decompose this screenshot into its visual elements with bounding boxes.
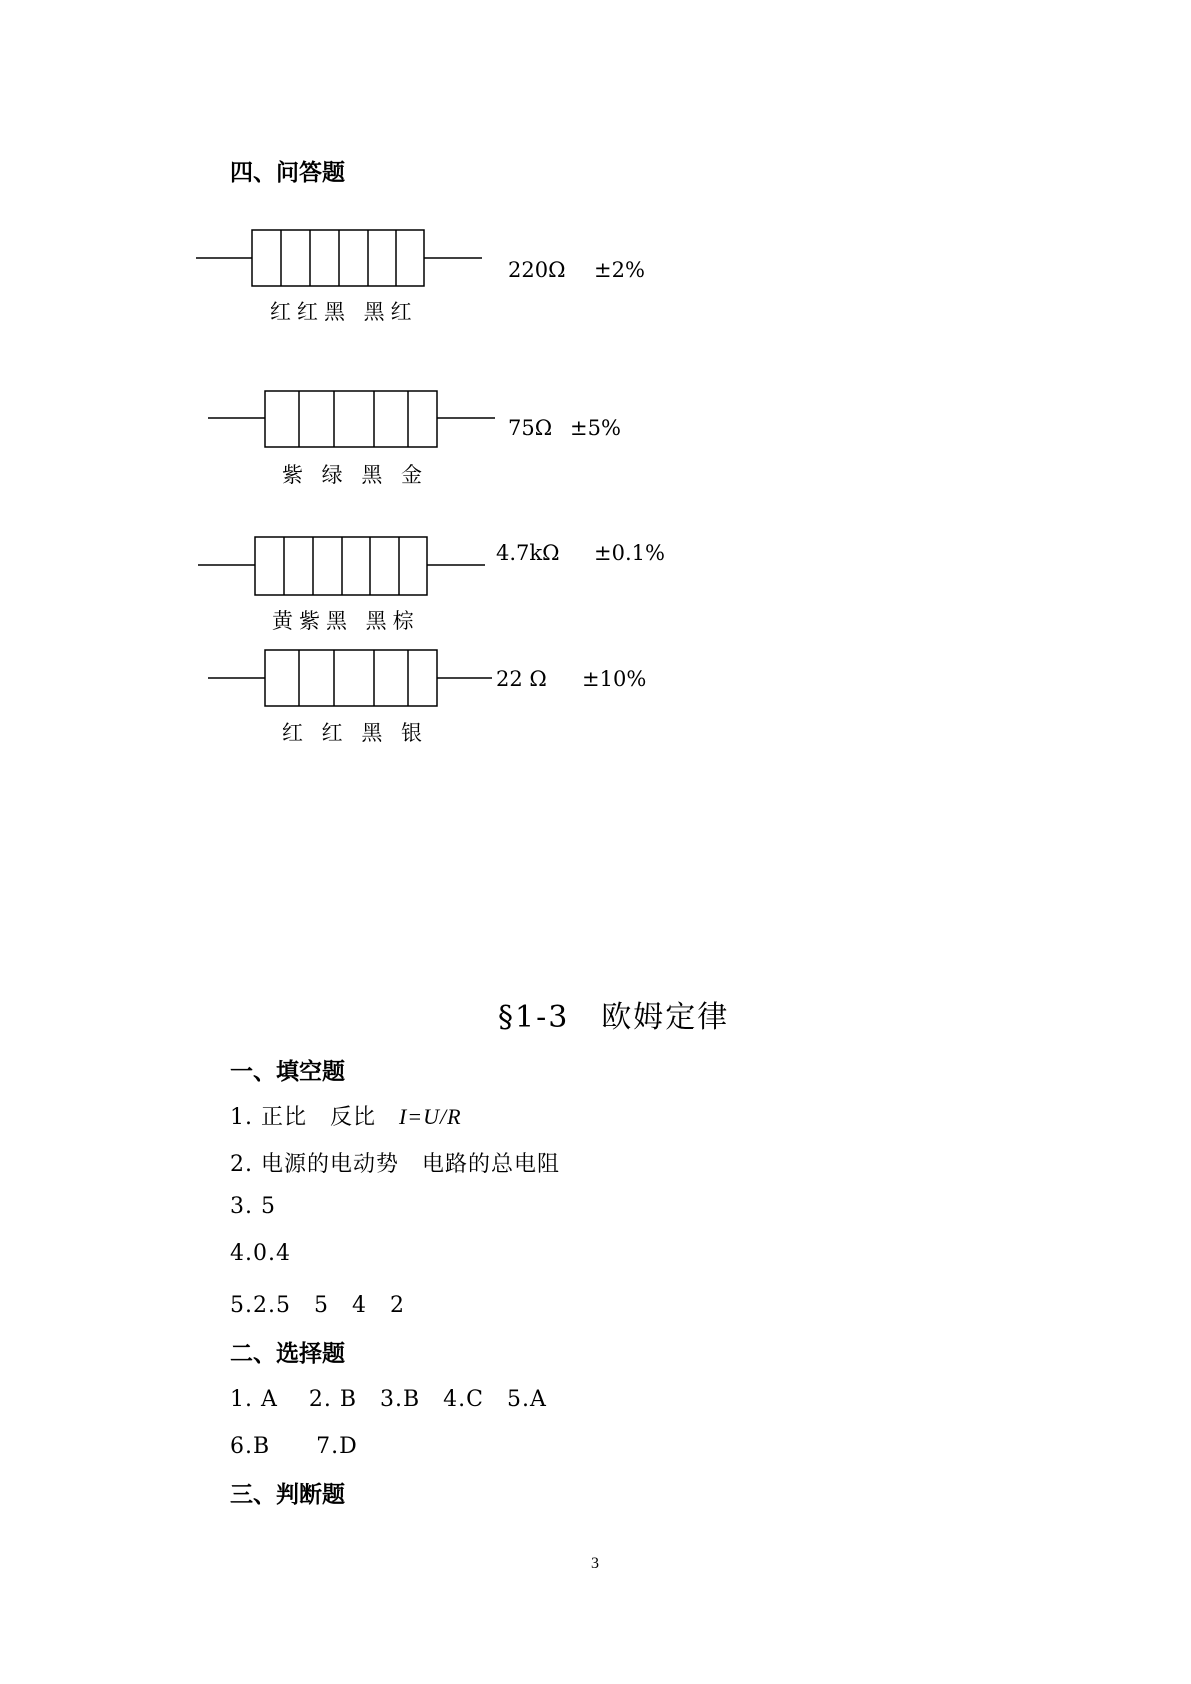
resistor-4-tolerance: ±10% bbox=[582, 667, 647, 691]
resistor-3-value: 4.7kΩ bbox=[496, 541, 560, 565]
resistor-1-value: 220Ω bbox=[508, 258, 566, 282]
fill-item-3: 3. 5 bbox=[230, 1194, 276, 1219]
resistor-2-value: 75Ω bbox=[508, 416, 553, 440]
choice-row-2: 6.B 7.D bbox=[230, 1434, 358, 1459]
section-heading-qa: 四、问答题 bbox=[230, 160, 345, 186]
resistor-4-colors: 红 红 黑 银 bbox=[282, 721, 429, 745]
resistor-4-value: 22 Ω bbox=[496, 667, 547, 691]
resistor-3-colors: 黄紫黑 黑棕 bbox=[272, 609, 420, 633]
page-number: 3 bbox=[591, 1555, 599, 1572]
resistor-3 bbox=[198, 537, 485, 595]
heading-choice: 二、选择题 bbox=[230, 1341, 345, 1367]
choice-row-1: 1. A 2. B 3.B 4.C 5.A bbox=[230, 1387, 547, 1412]
heading-judge: 三、判断题 bbox=[230, 1482, 345, 1508]
resistor-4 bbox=[208, 650, 492, 706]
fill-item-1 bbox=[230, 1100, 462, 1131]
fill-item-1-text: 1. 正比 反比 bbox=[230, 1105, 399, 1130]
resistor-3-tolerance: ±0.1% bbox=[594, 541, 665, 565]
section-title: §1-3 欧姆定律 bbox=[498, 1000, 730, 1035]
fill-item-5: 5.2.5 5 4 2 bbox=[230, 1293, 405, 1318]
resistor-1-colors: 红红黑 黑红 bbox=[270, 300, 418, 324]
fill-item-4: 4.0.4 bbox=[230, 1241, 291, 1266]
heading-fill-blank: 一、填空题 bbox=[230, 1059, 345, 1085]
resistor-1 bbox=[196, 230, 482, 286]
resistor-1-tolerance: ±2% bbox=[594, 258, 645, 282]
fill-item-2: 2. 电源的电动势 电路的总电阻 bbox=[230, 1152, 560, 1177]
ohm-formula: I=U/R bbox=[398, 1104, 462, 1129]
resistor-2 bbox=[208, 391, 495, 447]
resistor-2-colors: 紫 绿 黑 金 bbox=[282, 463, 429, 487]
resistor-2-tolerance: ±5% bbox=[570, 416, 621, 440]
